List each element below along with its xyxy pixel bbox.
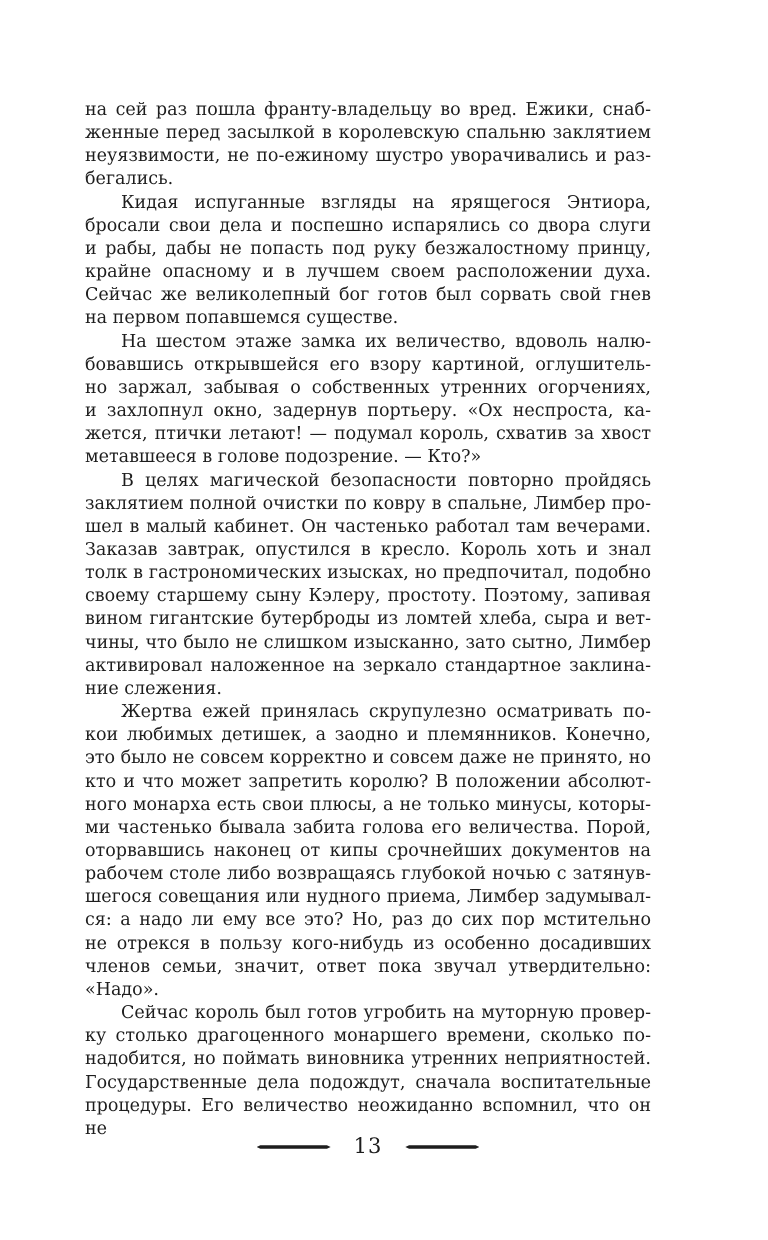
text-line: Заказав завтрак, опустился в кресло. Король хоть и знал <box>85 539 651 560</box>
text-line: надобится, но поймать виновника утренних неприятностей. <box>85 1049 651 1070</box>
paragraph <box>85 99 651 192</box>
text-line: неуязвимости, не по-ежиному шустро уворачивались и раз- <box>85 146 651 167</box>
text-line: Сейчас же великолепный бог готов был сорвать свой гнев <box>85 285 651 306</box>
text-line: на первом попавшемся существе. <box>85 308 399 329</box>
paragraph <box>85 470 651 702</box>
text-line: крайне опасному и в лучшем своем расположении духа. <box>85 262 651 283</box>
text-line: своему старшему сыну Кэлеру, простоту. Поэтому, запивая <box>85 586 651 607</box>
text-line: ного монарха есть свои плюсы, а не только минусы, которы- <box>85 794 651 815</box>
text-line: На шестом этаже замка их величество, вдоволь налю- <box>121 331 651 352</box>
text-line: кто и что может запретить королю? В положении абсолют- <box>85 771 651 792</box>
text-line: вином гигантские бутерброды из ломтей хлеба, сыра и вет- <box>85 609 651 630</box>
text-line: бросали свои дела и поспешно испарялись со двора слуги <box>85 215 651 236</box>
text-line: ми частенько бывала забита голова его величества. Порой, <box>85 817 651 838</box>
paragraph <box>85 192 651 331</box>
paragraph <box>85 1002 651 1141</box>
text-line: жется, птички летают! — подумал король, схватив за хвост <box>85 424 651 445</box>
text-line: чины, что было не слишком изысканно, зато сытно, Лимбер <box>85 632 651 653</box>
text-line: ку столько драгоценного монаршего времени, сколько по- <box>85 1026 651 1047</box>
text-line: заклятием полной очистки по ковру в спальне, Лимбер про- <box>85 493 651 514</box>
text-line: шегося совещания или нудного приема, Лимбер задумывал- <box>85 887 651 908</box>
text-line: Кидая испуганные взгляды на ярящегося Энтиора, <box>121 192 651 213</box>
text-line: шел в малый кабинет. Он частенько работал там вечерами. <box>85 516 651 537</box>
text-line: и захлопнул окно, задернув портьеру. «Ох неспроста, ка- <box>85 401 651 422</box>
footer-rule-left <box>257 1145 331 1149</box>
text-line: Жертва ежей принялась скрупулезно осматривать по- <box>121 702 651 723</box>
text-line: бегались. <box>85 169 174 190</box>
text-line: Государственные дела подождут, сначала воспитательные <box>85 1072 651 1093</box>
text-line: толк в гастрономических изысках, но предпочитал, подобно <box>85 563 651 584</box>
text-line: не отрекся в пользу кого-нибудь из особенно досадивших <box>85 933 651 954</box>
text-line: кои любимых детишек, а заодно и племянников. Конечно, <box>85 725 651 746</box>
text-line: на сей раз пошла франту-владельцу во вред. Ежики, снаб- <box>85 100 651 120</box>
text-line: ся: а надо ли ему все это? Но, раз до сих пор мстительно <box>85 910 651 931</box>
text-line: Сейчас король был готов угробить на муторную провер- <box>121 1003 651 1024</box>
text-block <box>85 99 651 1141</box>
text-line: членов семьи, значит, ответ пока звучал утвердительно: <box>85 956 651 977</box>
text-line: бовавшись открывшейся его взору картиной, оглушитель- <box>85 354 651 375</box>
text-line: активировал наложенное на зеркало стандартное заклина- <box>85 655 651 676</box>
text-line: «Надо». <box>85 979 159 1000</box>
text-line: процедуры. Его величество неожиданно вспомнил, что он не <box>85 1095 651 1139</box>
text-line: но заржал, забывая о собственных утренних огорчениях, <box>85 377 651 398</box>
footer-rule-right <box>405 1145 479 1149</box>
text-line: метавшееся в голове подозрение. — Кто?» <box>85 447 482 468</box>
text-line: ние слежения. <box>85 678 222 699</box>
text-line: это было не совсем корректно и совсем даже не принято, но <box>85 748 651 769</box>
paragraph <box>85 701 651 1002</box>
text-line: женные перед засылкой в королевскую спальню заклятием <box>85 123 651 144</box>
text-line: и рабы, дабы не попасть под руку безжалостному принцу, <box>85 238 651 259</box>
text-line: оторвавшись наконец от кипы срочнейших документов на <box>85 841 651 861</box>
text-line: В целях магической безопасности повторно пройдясь <box>121 470 651 491</box>
text-line: рабочем столе либо возвращаясь глубокой ночью с затянув- <box>85 864 651 885</box>
page-footer <box>85 1132 651 1162</box>
paragraph <box>85 331 651 470</box>
page-number: 13 <box>353 1133 383 1158</box>
